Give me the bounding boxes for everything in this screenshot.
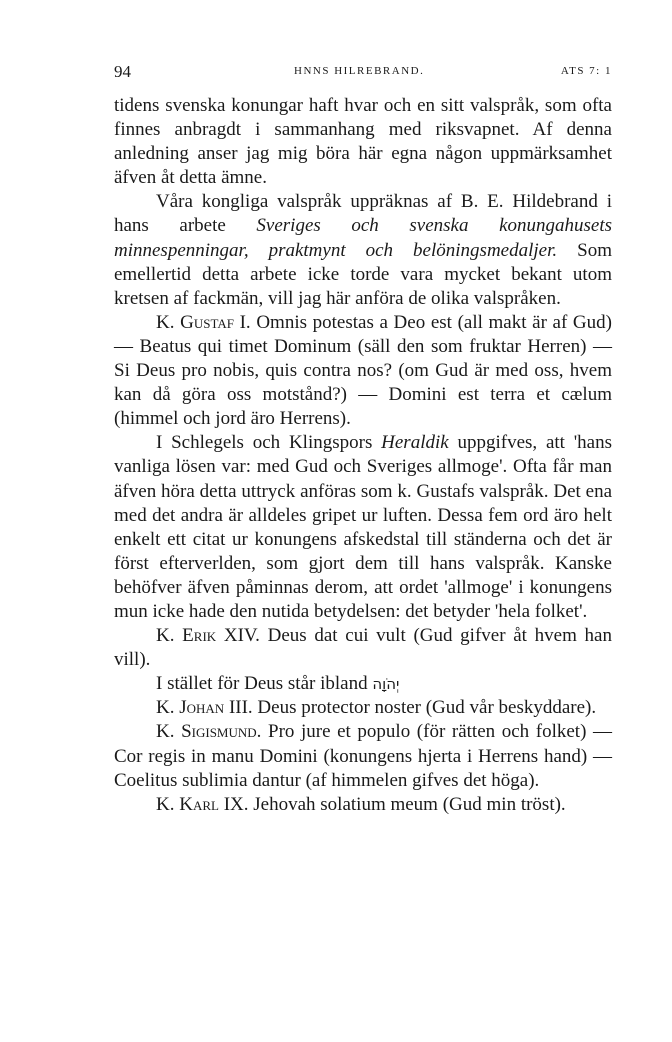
entry-prefix: K. — [156, 625, 183, 647]
king-name: Erik — [182, 625, 217, 647]
book-title-sveriges: Sveriges och svenska konungahusets minnespenningar, praktmynt och belöningsmedaljer. — [114, 215, 613, 261]
entry-text: . Pro jure et populo (för rätten och folket) — Cor regis in manu Domini (konungens hjerta i Herrens hand) — Coelitus sublimia dantur (af himmelen gifves det höga). — [114, 721, 612, 791]
paragraph-hebrew-note — [114, 672, 612, 696]
page-number: 94 — [114, 62, 131, 81]
entry-prefix: K. — [156, 697, 180, 719]
paragraph-2-before: Våra kongliga valspråk uppräknas af B. E. Hildebrand i hans arbete — [114, 191, 612, 237]
entry-erik-xiv — [114, 624, 612, 672]
paragraph-2-after: Som emellertid detta arbete icke torde vara mycket bekant utom kretsen af fackmän, vill jag här anföra de olika valspråken. — [114, 239, 612, 309]
running-title: HNNS HILREBRAND. — [294, 65, 425, 77]
body-text — [114, 94, 612, 817]
entry-prefix: K. — [156, 721, 182, 743]
king-name: Karl — [179, 793, 219, 815]
entry-text: XIV. Deus dat cui vult (Gud gifver åt hvem han vill). — [114, 625, 612, 671]
book-title-heraldik: Heraldik — [381, 432, 449, 454]
entry-text: III. Deus protector noster (Gud vår beskyddare). — [224, 697, 597, 719]
king-name: Sigismund — [181, 721, 257, 743]
entry-text: IX. Jehovah solatium meum (Gud min tröst). — [218, 793, 566, 815]
entry-text: I. Omnis potestas a Deo est (all makt är af Gud) — Beatus qui timet Dominum (säll den som fruktar Herren) — Si Deus pro nobis, quis contra nos? (om Gud är med oss, hvem kan då göra oss motstånd?) — Domini est terra et cælum (himmel och jord äro Herrens). — [114, 311, 612, 430]
paragraph-1 — [114, 94, 612, 190]
paragraph-4-before: I Schlegels och Klingspors — [156, 432, 382, 454]
paragraph-heraldik — [114, 431, 612, 624]
entry-johan-iii — [114, 696, 612, 720]
running-head — [114, 62, 612, 84]
hebrew-tetragrammaton: יְהֹוָה — [372, 675, 400, 694]
entry-karl-ix — [114, 793, 612, 817]
entry-prefix: K. — [156, 311, 181, 333]
paragraph-6-text: I stället för Deus står ibland — [156, 673, 373, 695]
paragraph-2 — [114, 190, 612, 310]
entry-gustaf-i — [114, 311, 612, 431]
king-name: Gustaf — [180, 311, 234, 333]
paragraph-4-after: uppgifves, att 'hans vanliga lösen var: med Gud och Sveriges allmoge'. Ofta får man äfven höra detta uttryck anföras som k. Gustafs valspråk. Det ena med det andra är alldeles gripet ur luften. Dessa fem ord äro helt enkelt ett citat ur konungens afskedstal till ständerna och det är först efterverlden, som gjort dem till hans valspråk. Kanske behöfver äfven påminnas derom, att ordet 'allmoge' i konungens mun icke hade den nutida betydelsen: det betyder 'hela folket'. — [114, 432, 612, 622]
paragraph-1-text: tidens svenska konungar haft hvar och en sitt valspråk, som ofta finnes anbragdt i sammanhang med riksvapnet. Af denna anledning anser jag mig böra här egna någon uppmärksamhet äfven åt detta ämne. — [114, 95, 612, 189]
entry-prefix: K. — [156, 793, 180, 815]
entry-sigismund — [114, 720, 612, 792]
king-name: Johan — [179, 697, 225, 719]
signature-mark: ATS 7: 1 — [560, 65, 612, 77]
